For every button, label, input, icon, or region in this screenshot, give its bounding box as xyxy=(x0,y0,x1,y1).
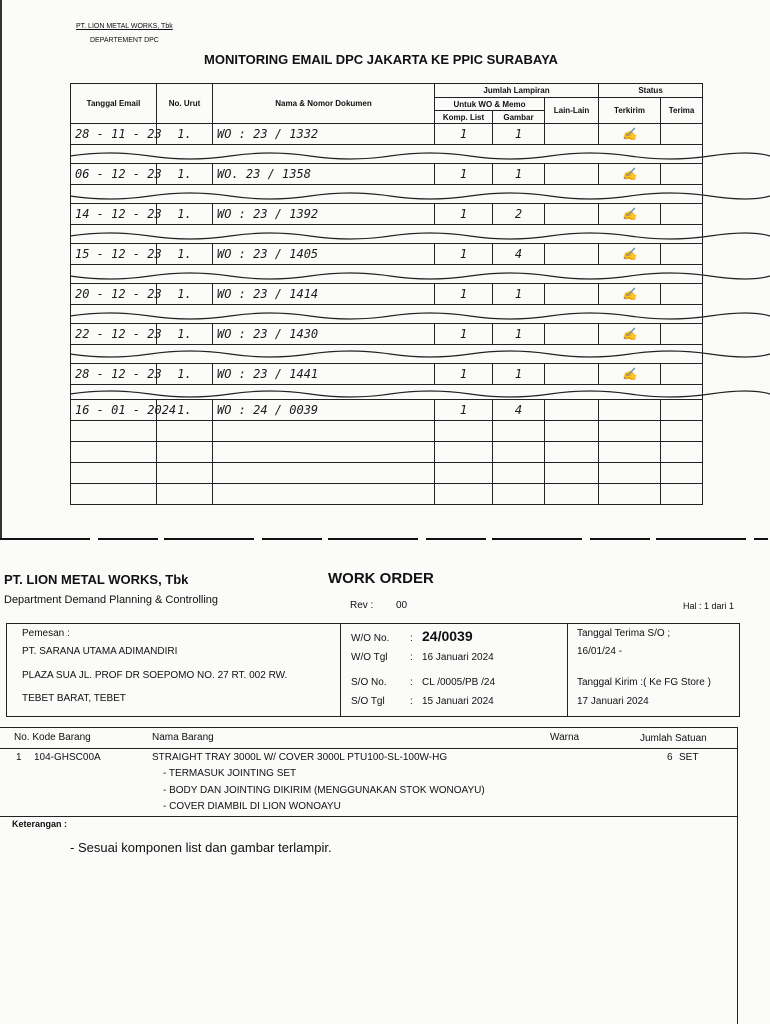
divider xyxy=(567,623,568,717)
cell-lain xyxy=(545,204,599,225)
cell-tanggal: 22 - 12 - 23 xyxy=(71,324,157,345)
header-jumlah-lampiran: Jumlah Lampiran xyxy=(435,84,599,98)
cell-gambar: 1 xyxy=(493,164,545,185)
divider xyxy=(0,727,738,728)
header-status: Status xyxy=(599,84,703,98)
colon: : xyxy=(410,696,413,707)
header-lain-lain: Lain-Lain xyxy=(545,98,599,124)
cell-dokumen: WO. 23 / 1358 xyxy=(213,164,435,185)
cell-tanggal: 15 - 12 - 23 xyxy=(71,244,157,265)
table-row xyxy=(71,164,703,185)
colon: : xyxy=(410,633,413,644)
cell-tanggal: 06 - 12 - 23 xyxy=(71,164,157,185)
cell-lain xyxy=(545,400,599,421)
cell-gambar: 2 xyxy=(493,204,545,225)
cell-terkirim xyxy=(599,244,661,265)
items-header-nama: Nama Barang xyxy=(152,732,214,743)
header-terima: Terima xyxy=(661,98,703,124)
cell-no: 1. xyxy=(157,164,213,185)
empty-row xyxy=(71,442,703,463)
table-row xyxy=(71,244,703,265)
cell-gambar: 4 xyxy=(493,244,545,265)
cell-terkirim xyxy=(599,364,661,385)
cell-komp: 1 xyxy=(435,164,493,185)
cell-terkirim xyxy=(599,324,661,345)
cell-terima xyxy=(661,204,703,225)
item-nama: STRAIGHT TRAY 3000L W/ COVER 3000L PTU100-SL-100W-HG xyxy=(152,752,448,763)
cell-terima xyxy=(661,244,703,265)
keterangan-text: - Sesuai komponen list dan gambar terlampir. xyxy=(70,840,332,855)
cell-gambar: 1 xyxy=(493,364,545,385)
wavy-stroke xyxy=(70,388,770,400)
tgl-kirim-value: 17 Januari 2024 xyxy=(577,696,649,707)
header-terkirim: Terkirim xyxy=(599,98,661,124)
cell-dokumen: WO : 23 / 1392 xyxy=(213,204,435,225)
tgl-terima-value: 16/01/24 - xyxy=(577,646,623,657)
cell-lain xyxy=(545,244,599,265)
cell-dokumen: WO : 23 / 1405 xyxy=(213,244,435,265)
empty-row xyxy=(71,463,703,484)
monitoring-table xyxy=(70,83,703,505)
divider xyxy=(0,816,738,817)
wavy-stroke xyxy=(70,150,770,162)
tgl-terima-label: Tanggal Terima S/O ; xyxy=(577,628,671,639)
wo-no-value: 24/0039 xyxy=(422,628,473,644)
cell-terima xyxy=(661,364,703,385)
cell-no: 1. xyxy=(157,284,213,305)
cell-komp: 1 xyxy=(435,324,493,345)
cut-line xyxy=(0,537,768,541)
cell-tanggal: 20 - 12 - 23 xyxy=(71,284,157,305)
items-header-warna: Warna xyxy=(550,732,580,743)
page-edge-line xyxy=(0,0,2,540)
header-nama-dokumen: Nama & Nomor Dokumen xyxy=(213,84,435,124)
so-tgl-value: 15 Januari 2024 xyxy=(422,696,494,707)
cell-gambar: 1 xyxy=(493,324,545,345)
cell-lain xyxy=(545,364,599,385)
cell-terima xyxy=(661,400,703,421)
cell-terima xyxy=(661,164,703,185)
cell-terkirim xyxy=(599,400,661,421)
signature-icon: ✍ xyxy=(622,167,637,181)
rev-value: 00 xyxy=(396,600,408,611)
department-top: DEPARTEMENT DPC xyxy=(90,37,159,44)
cell-lain xyxy=(545,284,599,305)
so-no-value: CL /0005/PB /24 xyxy=(422,677,496,688)
cell-terima xyxy=(661,324,703,345)
wavy-stroke xyxy=(70,348,770,360)
table-row xyxy=(71,204,703,225)
header-untuk-wo-memo: Untuk WO & Memo xyxy=(435,98,545,111)
wo-tgl-value: 16 Januari 2024 xyxy=(422,652,494,663)
address-line-1: PLAZA SUA JL. PROF DR SOEPOMO NO. 27 RT. 002 RW. xyxy=(22,670,288,681)
so-no-label: S/O No. xyxy=(351,677,387,688)
table-row xyxy=(71,324,703,345)
signature-icon: ✍ xyxy=(622,367,637,381)
cell-no: 1. xyxy=(157,324,213,345)
signature-icon: ✍ xyxy=(622,327,637,341)
wo-title: WORK ORDER xyxy=(328,570,434,587)
cell-lain xyxy=(545,324,599,345)
item-note-3: - COVER DIAMBIL DI LION WONOAYU xyxy=(163,801,341,812)
item-no: 1 xyxy=(16,752,22,763)
company-name-top: PT. LION METAL WORKS, Tbk xyxy=(76,23,173,30)
cell-gambar: 4 xyxy=(493,400,545,421)
cell-tanggal: 14 - 12 - 23 xyxy=(71,204,157,225)
cell-tanggal: 28 - 11 - 23 xyxy=(71,124,157,145)
items-header-no-kode: No. Kode Barang xyxy=(14,732,91,743)
cell-tanggal: 28 - 12 - 23 xyxy=(71,364,157,385)
header-no-urut: No. Urut xyxy=(157,84,213,124)
cell-terkirim xyxy=(599,204,661,225)
header-gambar: Gambar xyxy=(493,111,545,124)
signature-icon: ✍ xyxy=(622,127,637,141)
table-row xyxy=(71,124,703,145)
page-number: Hal : 1 dari 1 xyxy=(683,601,735,611)
tgl-kirim-label: Tanggal Kirim :( Ke FG Store ) xyxy=(577,677,711,688)
items-header-jumlah-satuan: Jumlah Satuan xyxy=(640,733,707,744)
item-jumlah: 6 xyxy=(667,752,673,763)
wo-company-name: PT. LION METAL WORKS, Tbk xyxy=(4,572,189,587)
divider xyxy=(0,748,738,749)
signature-icon: ✍ xyxy=(622,247,637,261)
item-note-2: - BODY DAN JOINTING DIKIRIM (MENGGUNAKAN STOK WONOAYU) xyxy=(163,785,485,796)
cell-terima xyxy=(661,124,703,145)
cell-dokumen: WO : 23 / 1430 xyxy=(213,324,435,345)
cell-lain xyxy=(545,164,599,185)
wavy-stroke xyxy=(70,270,770,282)
cell-terkirim xyxy=(599,164,661,185)
cell-dokumen: WO : 23 / 1414 xyxy=(213,284,435,305)
divider xyxy=(340,623,341,717)
address-line-2: TEBET BARAT, TEBET xyxy=(22,693,126,704)
cell-tanggal: 16 - 01 - 2024 xyxy=(71,400,157,421)
table-row xyxy=(71,400,703,421)
empty-row xyxy=(71,421,703,442)
cell-komp: 1 xyxy=(435,204,493,225)
cell-terkirim xyxy=(599,124,661,145)
keterangan-label: Keterangan : xyxy=(12,819,68,829)
cell-dokumen: WO : 23 / 1441 xyxy=(213,364,435,385)
cell-terima xyxy=(661,284,703,305)
wavy-stroke xyxy=(70,310,770,322)
cell-komp: 1 xyxy=(435,124,493,145)
colon: : xyxy=(410,652,413,663)
table-row xyxy=(71,364,703,385)
pemesan-label: Pemesan : xyxy=(22,628,70,639)
empty-row xyxy=(71,484,703,505)
wavy-stroke xyxy=(70,190,770,202)
header-komp-list: Komp. List xyxy=(435,111,493,124)
so-tgl-label: S/O Tgl xyxy=(351,696,385,707)
wavy-stroke xyxy=(70,230,770,242)
cell-komp: 1 xyxy=(435,284,493,305)
item-note-1: - TERMASUK JOINTING SET xyxy=(163,768,297,779)
monitoring-title: MONITORING EMAIL DPC JAKARTA KE PPIC SURABAYA xyxy=(204,52,558,67)
cell-no: 1. xyxy=(157,364,213,385)
wo-department: Department Demand Planning & Controlling xyxy=(4,594,219,606)
cell-no: 1. xyxy=(157,400,213,421)
cell-dokumen: WO : 23 / 1332 xyxy=(213,124,435,145)
item-satuan: SET xyxy=(679,752,699,763)
cell-lain xyxy=(545,124,599,145)
signature-icon: ✍ xyxy=(622,287,637,301)
cell-no: 1. xyxy=(157,204,213,225)
cell-komp: 1 xyxy=(435,244,493,265)
cell-no: 1. xyxy=(157,124,213,145)
pemesan-name: PT. SARANA UTAMA ADIMANDIRI xyxy=(22,646,178,657)
rev-label: Rev : xyxy=(350,600,374,611)
signature-icon: ✍ xyxy=(622,207,637,221)
cell-terkirim xyxy=(599,284,661,305)
cell-no: 1. xyxy=(157,244,213,265)
colon: : xyxy=(410,677,413,688)
cell-komp: 1 xyxy=(435,364,493,385)
item-kode: 104-GHSC00A xyxy=(34,752,101,763)
wo-tgl-label: W/O Tgl xyxy=(351,652,388,663)
cell-komp: 1 xyxy=(435,400,493,421)
divider xyxy=(737,727,738,1024)
cell-gambar: 1 xyxy=(493,284,545,305)
cell-gambar: 1 xyxy=(493,124,545,145)
header-tanggal-email: Tanggal Email xyxy=(71,84,157,124)
wo-no-label: W/O No. xyxy=(351,633,390,644)
cell-dokumen: WO : 24 / 0039 xyxy=(213,400,435,421)
table-row xyxy=(71,284,703,305)
